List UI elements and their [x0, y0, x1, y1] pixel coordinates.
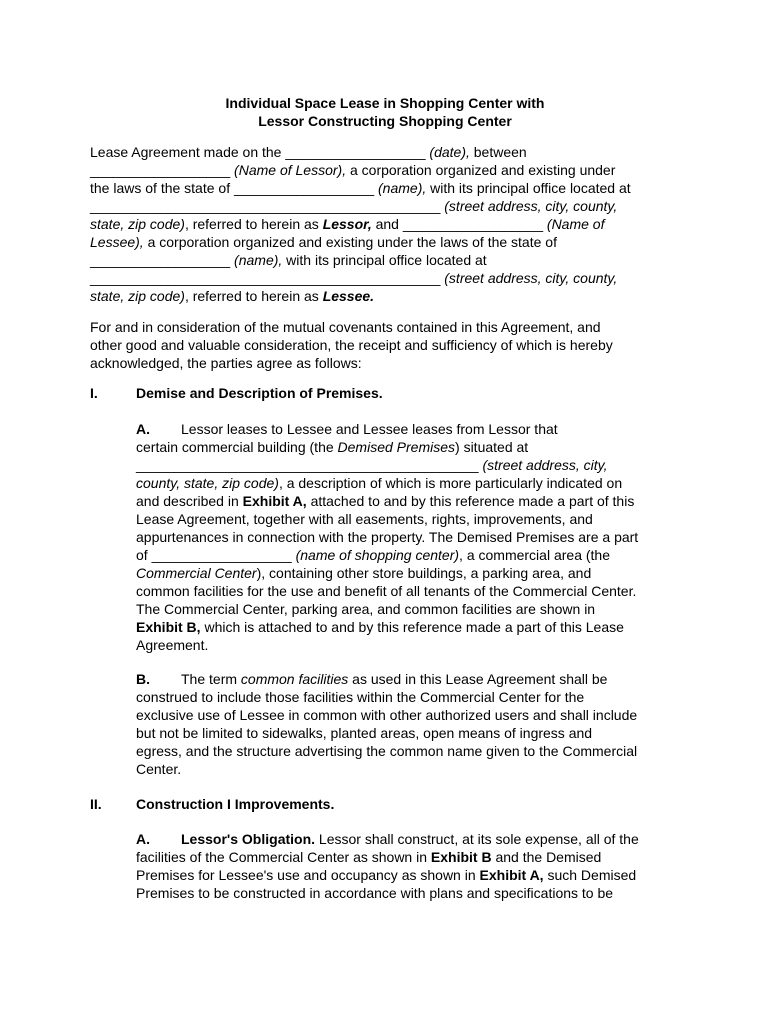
section-1b-line-2: construed to include those facilities within the Commercial Center for the	[136, 689, 585, 705]
section-1a-line-9	[136, 564, 591, 582]
address-label: state, zip code)	[90, 216, 185, 232]
exhibit-reference: Exhibit B,	[136, 619, 201, 635]
text: Lessor shall construct, at its sole expense, all of the	[315, 831, 639, 847]
intro-line-2	[90, 161, 615, 179]
date-field-label: (date),	[429, 144, 470, 160]
section-2-number: II.	[90, 796, 102, 812]
section-1-heading: Demise and Description of Premises.	[136, 385, 383, 401]
text: , referred to herein as	[184, 216, 323, 232]
intro-line-6	[90, 233, 557, 251]
address-label: county, state, zip code)	[136, 475, 279, 491]
lessee-name-label: (Name of	[546, 216, 605, 232]
text: and __________________	[371, 216, 547, 232]
text: and the Demised	[491, 849, 602, 865]
text: Lease Agreement made on the __________________	[90, 144, 430, 160]
section-2-heading: Construction I Improvements.	[136, 796, 335, 812]
section-2a-line-3	[136, 866, 636, 884]
text: , a commercial area (the	[459, 547, 610, 563]
section-1b-line-5: egress, and the structure advertising the common name given to the Commercial	[136, 743, 638, 759]
section-1b-line-1	[181, 670, 607, 688]
section-2a-label: A.	[136, 831, 150, 847]
defined-term: common facilities	[240, 671, 349, 687]
text: certain commercial building (the	[136, 439, 338, 455]
section-1a-line-8	[136, 546, 610, 564]
consideration-line-1: For and in consideration of the mutual covenants contained in this Agreement, and	[90, 319, 601, 335]
consideration-line-3: acknowledged, the parties agree as follows:	[90, 355, 362, 371]
state-name-label: (name),	[378, 180, 427, 196]
section-1a-label: A.	[136, 421, 150, 437]
lessee-term: Lessee.	[322, 288, 375, 304]
section-1a-line-2	[136, 438, 528, 456]
intro-line-9	[90, 287, 374, 305]
text: the laws of the state of __________________	[90, 180, 379, 196]
section-1b-label: B.	[136, 671, 150, 687]
exhibit-reference: Exhibit A,	[242, 493, 307, 509]
consideration-line-2: other good and valuable consideration, the receipt and sufficiency of which is hereby	[90, 337, 613, 353]
text: with its principal office located at	[282, 252, 487, 268]
section-1a-line-4	[136, 474, 622, 492]
section-1a-line-11: The Commercial Center, parking area, and common facilities are shown in	[136, 601, 596, 617]
intro-line-3	[90, 179, 631, 197]
text: attached to and by this reference made a part of this	[306, 493, 635, 509]
title-line-2: Lessor Constructing Shopping Center	[258, 113, 512, 129]
text: The term	[181, 671, 241, 687]
shopping-center-label: (name of shopping center)	[295, 547, 460, 563]
section-2a-line-4: Premises to be constructed in accordance with plans and specifications to be	[136, 885, 614, 901]
subheading: Lessor's Obligation.	[181, 831, 316, 847]
text: a corporation organized and existing under	[346, 162, 616, 178]
defined-term: Demised Premises	[337, 439, 456, 455]
text: , a description of which is more particularly indicated on	[278, 475, 623, 491]
intro-line-1	[90, 143, 527, 161]
intro-line-8	[90, 269, 617, 287]
exhibit-reference: Exhibit A,	[479, 867, 544, 883]
text: as used in this Lease Agreement shall be	[348, 671, 608, 687]
text: of __________________	[136, 547, 296, 563]
text: with its principal office located at	[426, 180, 631, 196]
section-1b-line-6: Center.	[136, 761, 182, 777]
section-1b-line-4: but not be limited to sidewalks, planted areas, open means of ingress and	[136, 725, 593, 741]
section-2a-line-1	[181, 830, 639, 848]
intro-line-7	[90, 251, 487, 269]
address-label: (street address, city, county,	[444, 198, 618, 214]
blank: _____________________________________________	[90, 198, 445, 214]
blank: ____________________________________________	[136, 457, 483, 473]
lessor-name-label: (Name of Lessor),	[234, 162, 347, 178]
text: such Demised	[543, 867, 637, 883]
text: and described in	[136, 493, 243, 509]
lessee-name-label: Lessee),	[90, 234, 144, 250]
blank: __________________	[90, 252, 235, 268]
text: which is attached to and by this reference made a part of this Lease	[200, 619, 624, 635]
address-label: (street address, city,	[482, 457, 608, 473]
state-name-label: (name),	[234, 252, 283, 268]
intro-line-4	[90, 197, 617, 215]
address-label: (street address, city, county,	[444, 270, 618, 286]
section-1a-line-5	[136, 492, 634, 510]
title-line-1: Individual Space Lease in Shopping Center with	[225, 95, 545, 111]
lessor-term: Lessor,	[322, 216, 372, 232]
text: between	[469, 144, 527, 160]
blank: __________________	[90, 162, 235, 178]
section-1a-line-12	[136, 618, 624, 636]
intro-line-5	[90, 215, 604, 233]
section-1a-line-3	[136, 456, 608, 474]
text: facilities of the Commercial Center as shown in	[136, 849, 431, 865]
section-1a-line-1: Lessor leases to Lessee and Lessee leases from Lessor that	[181, 421, 558, 437]
text: a corporation organized and existing under the laws of the state of	[143, 234, 557, 250]
section-1a-line-10: common facilities for the use and benefit of all tenants of the Commercial Center.	[136, 583, 637, 599]
text: , referred to herein as	[184, 288, 323, 304]
text: ) situated at	[455, 439, 529, 455]
section-1a-line-6: Lease Agreement, together with all easements, rights, improvements, and	[136, 511, 593, 527]
section-1a-line-7: appurtenances in connection with the property. The Demised Premises are a part	[136, 529, 639, 545]
document-title	[0, 94, 770, 130]
text: Premises for Lessee's use and occupancy as shown in	[136, 867, 480, 883]
blank: _____________________________________________	[90, 270, 445, 286]
section-1b-line-3: exclusive use of Lessee in common with other authorized users and shall include	[136, 707, 638, 723]
address-label: state, zip code)	[90, 288, 185, 304]
section-1-number: I.	[90, 385, 98, 401]
text: ), containing other store buildings, a parking area, and	[256, 565, 592, 581]
section-2a-line-2	[136, 848, 601, 866]
section-1a-line-13: Agreement.	[136, 637, 209, 653]
defined-term: Commercial Center	[136, 565, 257, 581]
exhibit-reference: Exhibit B	[430, 849, 492, 865]
